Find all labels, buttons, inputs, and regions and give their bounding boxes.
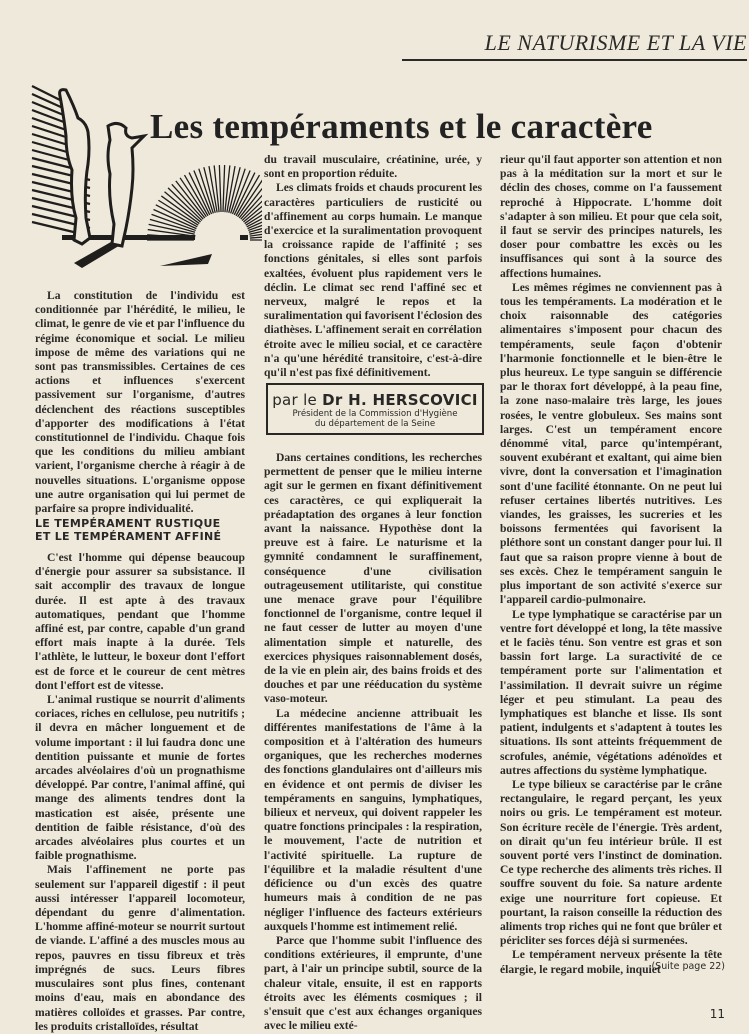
hatch-line <box>32 86 60 100</box>
paragraph: Le tempérament nerveux présente la tête élargie, le regard mobile, inquiet <box>500 948 722 976</box>
running-head: LE NATURISME ET LA VIE <box>484 30 747 55</box>
sun-ray <box>225 165 230 212</box>
hatch-line <box>32 94 63 108</box>
author-role: Président de la Commission d'Hygiène <box>292 409 458 419</box>
column-3 <box>500 153 722 977</box>
sun-ray <box>214 165 219 212</box>
intro-paragraph: La constitution de l'individu est conditionnée par l'hérédité, le milieu, le climat, le genre de vie et par l'influence du régime économique et social. Le milieu impose de même des variations qui ne sont pas transmissibles. Certaines de ces actions et influences s'exercent passivement sur l'organisme, d'autres déclenchent des réactions susceptibles d'apporter des modifications à l'état constitutionnel de l'individu. Chaque fois que les conditions du milieu ambiant varient, l'organisme cherche à réagir à de nouvelles situations. L'organisme oppose une autre organisation qui lui permet de parfaire sa propre individualité. <box>35 289 245 516</box>
byline-prefix: par le <box>272 391 323 409</box>
byline-box <box>266 383 484 435</box>
author-role: du département de la Seine <box>314 419 436 429</box>
paragraph: rieur qu'il faut apporter son attention et non pas à la méditation sur la mort et sur le déclin des choses, comme on l'a faussement reproché à Hippocrate. L'homme doit s'adapter à son milieu. Et pour que cela soit, il faut se servir des principes naturels, les doser pour combattre les excès ou les insuffisances qui sont à la source des affections humaines. <box>500 153 722 280</box>
continuation-note: (Suite page 22) <box>651 961 725 972</box>
column-2-top <box>264 153 482 380</box>
section-heading-line: LE TEMPÉRAMENT RUSTIQUE <box>35 517 221 530</box>
column-2-bottom <box>264 451 482 1033</box>
paragraph: Le type bilieux se caractérise par le crâne rectangulaire, le regard perçant, les yeux noirs ou gris. Le tempérament est moteur. Son écriture recèle de l'énergie. Très ardent, on dirait qu'un feu intérieur brûle. Il est souvent porté vers l'instinct de domination. Ce type recherche des aliments très riches. Il souffre souvent du foie. Sa nature ardente exige une nourriture fort copieuse. Et pourtant, la raison conseille la réduction des aliments trop riches qui ne font que brûler et péricliter ses forces déjà si surmenées. <box>500 777 722 948</box>
paragraph: Dans certaines conditions, les recherches permettent de penser que le milieu interne agit sur le germen en fixant définitivement ces caractères, ce qui expliquerait la préadaptation des organes à leur fonction avant la naissance. Hypothèse dont la preuve est à faire. Le naturisme et la gymnité condamnent le suraffinement, conséquence d'une civilisation outrageusement utilitariste, qui constitue une menace grave pour l'équilibre fonctionnel de l'organisme, contre lequel il ne faut cesser de lutter au moyen d'une alimentation simple et naturelle, des exercices physiques raisonnablement dosés, de la vie en plein air, des bains froids et des douches et par une rééducation du système vaso-moteur. <box>264 451 482 706</box>
sun-ray <box>223 165 225 212</box>
page-number: 11 <box>709 1007 725 1021</box>
sun-ray <box>219 165 221 212</box>
column-1 <box>35 551 245 1034</box>
intro-column <box>35 289 245 516</box>
paragraph: du travail musculaire, créatinine, urée, y sont en proportion réduite. <box>264 153 482 181</box>
paragraph: Les mêmes régimes ne conviennent pas à tous les tempéraments. La modération et le choix raisonnable des catégories alimentaires s'imposent pour chacun des tempéraments, seule façon d'obtenir l'harmonie fonctionnelle et le bien-être le plus heureux. Le type sanguin se différencie par le thorax fort développé, à la peau fine, la zone naso-malaire très large, les joues rosées, le ventre globuleux. Ses mains sont larges. C'est un tempérament encore dénommé vital, parce qu'intempérant, souvent exubérant et exaltant, qui aime bien vivre, dont la conversation et l'imagination sont d'une facilité étonnante. On ne peut lui refuser certaines libertés nutritives. Les viandes, les graisses, les sucreries et les boissons fermentées qui favorisent la pléthore sont un constant danger pour lui. Il faut que sa raison propre vienne à bout de ses excès. Chez le tempérament sanguin le plus important de son activité s'exerce sur l'appareil cardio-pulmonaire. <box>500 280 722 607</box>
paragraph: L'animal rustique se nourrit d'aliments coriaces, riches en cellulose, peu nutritifs ; il devra en mâcher longuement et de volume important : il lui faudra donc une dentition puissante et munie de fortes arcades alvéolaires d'où un prognathisme développé. Par contre, l'animal affiné, qui mange des aliments tendres dont la mastication est aisée, présente une dentition de faible résistance, d'où des arcades alvéolaires plus courtes et un faible prognathisme. <box>35 693 245 863</box>
paragraph: Les climats froids et chauds procurent les caractères particuliers de rusticité ou d'affinement au corps humain. Le manque d'exercice et la suralimentation provoquent la croissance rapide de l'affinité ; ses fonctions génitales, si elles sont parfois exaltées, évoluent plus rapidement vers le déclin. Le climat sec rend l'affiné sec et nerveux, malgré le repos et la suralimentation qui favorisent l'éclosion des diathèses. L'affinement serait en corrélation étroite avec le milieu social, et ce caractère n'a qu'une hérédité transitoire, c'est-à-dire qu'il n'est pas fixé définitivement. <box>264 181 482 380</box>
section-heading-line: ET LE TEMPÉRAMENT AFFINÉ <box>35 530 222 543</box>
byline <box>268 391 482 409</box>
author-name: Dr H. HERSCOVICI <box>322 391 478 409</box>
paragraph: Mais l'affinement ne porte pas seulement sur l'appareil digestif : il peut aussi intéresser l'appareil locomoteur, dépendant du genre d'alimentation. L'homme affiné-moteur se nourrit surtout de viande. L'affiné a des muscles mous au repos, pauvres en tissu fibreux et très imprégnés de sucs. Leurs fibres musculaires sont plus fines, contenant moins d'eau, mais en abondance des matières colloïdes et grasses. Par contre, les produits cristalloïdes, résultat <box>35 863 245 1033</box>
article-title: Les tempéraments et le caractère <box>150 107 653 147</box>
paragraph: Le type lymphatique se caractérise par un ventre fort développé et long, la tête massive et le faciès ténu. Son ventre est gras et son bassin fort large. La suractivité de ce tempérament porte sur l'alimentation et l'assimilation. Il devrait suivre un régime léger et peu stimulant. La peau des lymphatiques est blanche et lisse. Ils sont patient, indulgents et s'adaptent à toutes les situations. Ils sont atteints fréquemment de scrofules, anémie, végétations adénoïdes et autres affections du système lymphatique. <box>500 607 722 777</box>
running-head-rule <box>402 59 747 61</box>
section-heading <box>35 517 250 543</box>
paragraph: C'est l'homme qui dépense beaucoup d'énergie pour assurer sa subsistance. Il sait accomplir des travaux de longue durée. Il est apte à des travaux automatiques, pendant que l'homme affiné est, par contre, capable d'un grand effort mais inapte à la durée. Tels l'athlète, le lutteur, le boxeur dont l'effort est de force et le coureur de cent mètres dont l'effort est de vitesse. <box>35 551 245 692</box>
paragraph: Parce que l'homme subit l'influence des conditions extérieures, il emprunte, d'une part, à l'air un principe subtil, source de la chaleur vitale, ensuite, il est en rapports étroits avec les éléments cosmiques ; il s'ensuit que c'est aux échanges organiques avec le milieu exté- <box>264 933 482 1033</box>
paragraph: La médecine ancienne attribuait les différentes manifestations de l'âme à la composition et à l'altération des humeurs organiques, que les recherches modernes des fonctions glandulaires ont d'ailleurs mis en évidence et ont permis de diviser les tempéraments en sanguins, lymphatiques, bilieux et nerveux, qui doivent rappeler les quatre fonctions principales : la respiration, le mouvement, l'acte de nutrition et l'activité spirituelle. La rupture de l'équilibre et la maladie résultent d'une déficience ou d'un excès des quatre humeurs mais à condition de ne pas négliger l'influence des facteurs extérieurs auxquels l'homme est intimement relié. <box>264 706 482 933</box>
